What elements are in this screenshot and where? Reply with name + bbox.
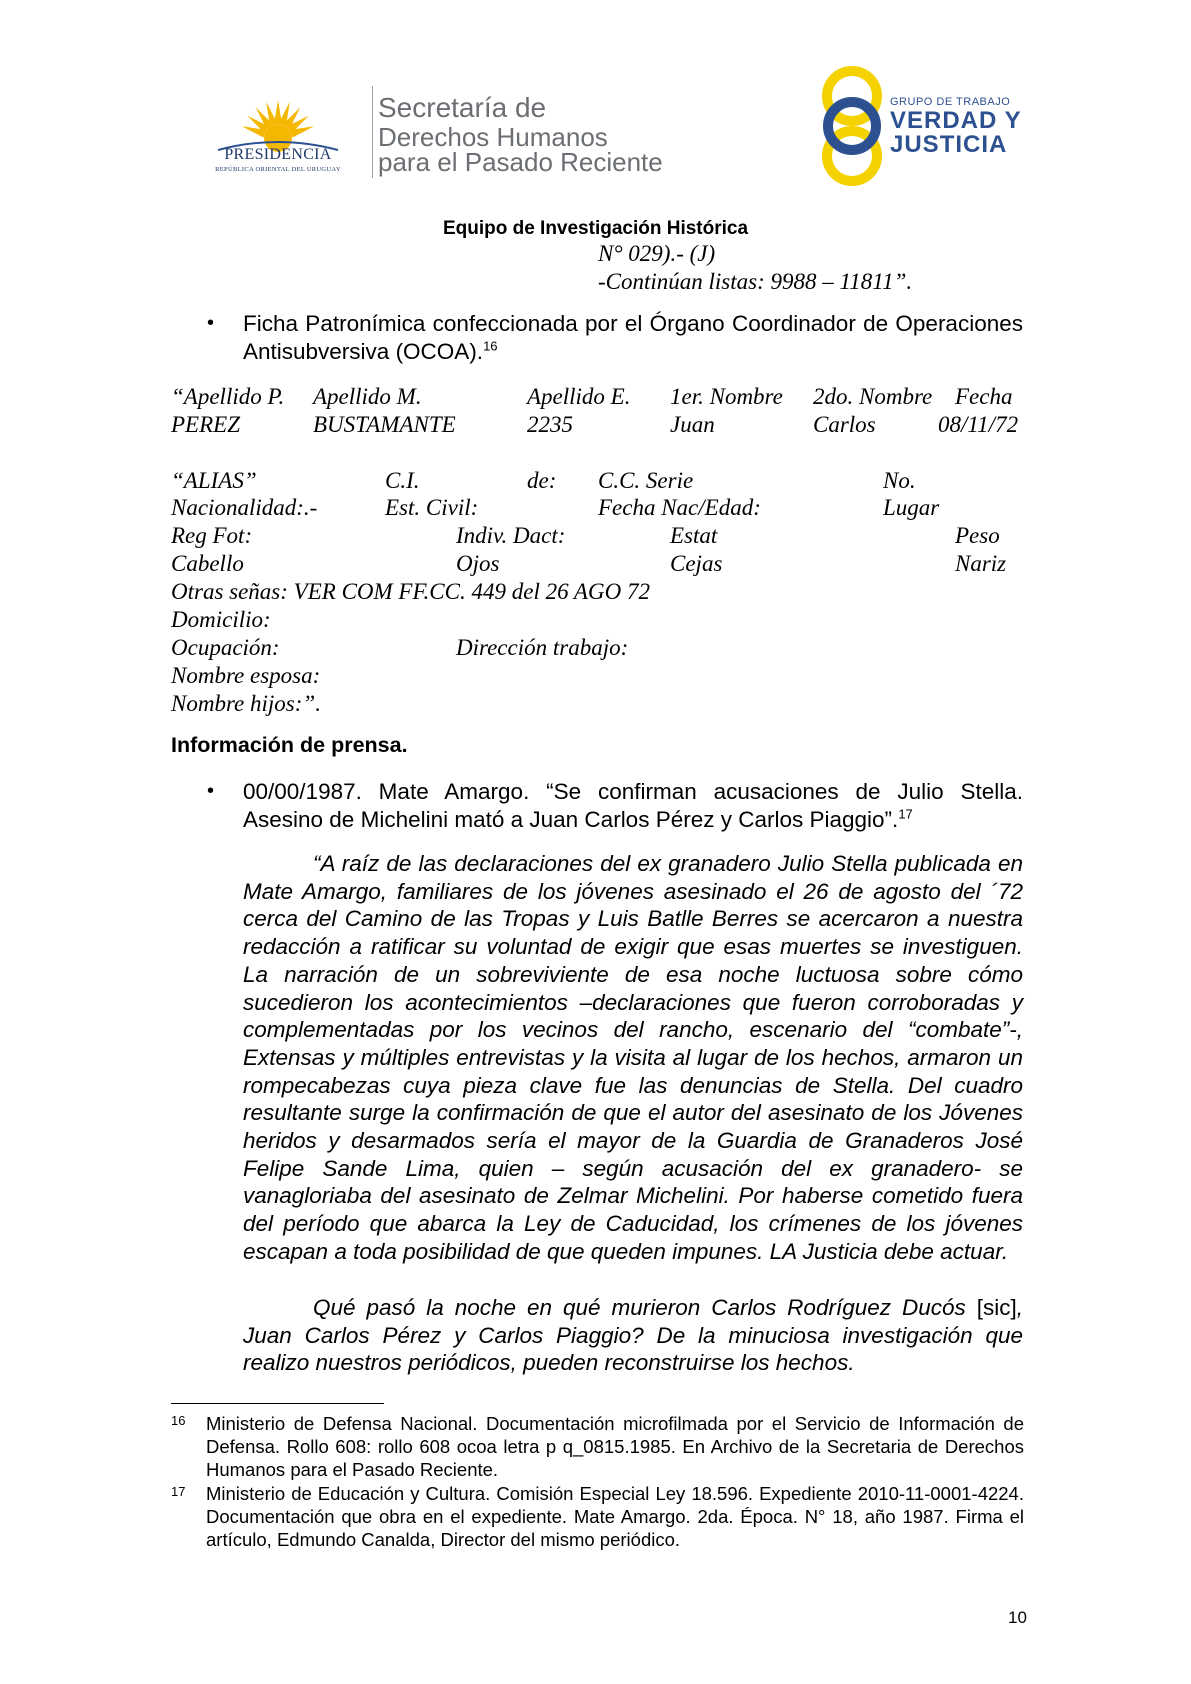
quote-paragraph-1: “A raíz de las declaraciones del ex granadero Julio Stella publicada en Mate Amargo, familiares de los jóvenes asesinado el 26 de agosto del ´72 cerca del Camino de las Tropas y Luis Batlle Berres se acercaron a nuestra redacción a ratificar su voluntad de exigir que esas muertes se investiguen. La narración de un sobreviviente de esa noche luctuosa sobre cómo sucedieron los acontecimientos –declaraciones que fueron corroboradas y complementadas por los vecinos del rancho, escenario del “combate”-, Extensas y múltiples entrevistas y la visita al lugar de los hechos, armaron un rompecabezas cuya pieza clave fue las denuncias de Stella. Del cuadro resultante surge la confirmación de que el autor del asesinato de los Jóvenes heridos y desarmados sería el mayor de la Guardia de Granaderos José Felipe Sande Lima, quien – según acusación del ex granadero- se vanagloriaba del asesinato de Zelmar Michelini. Por haberse cometido fuera del período que abarca la Ley de Caducidad, los crímenes de los jóvenes escapan a toda posibilidad de que queden impunes. LA Justicia debe actuar.	[243, 851, 1023, 1264]
ficha-ocupacion: Ocupación:	[171, 635, 280, 660]
ficha-lugar: Lugar	[883, 495, 940, 520]
team-title: Equipo de Investigación Histórica	[442, 218, 749, 239]
ficha-nariz: Nariz	[955, 551, 1007, 576]
ficha-fecha-nac: Fecha Nac/Edad:	[598, 495, 761, 520]
footnote-17-number: 17	[171, 1484, 186, 1499]
ficha-indiv-dact: Indiv. Dact:	[456, 523, 566, 548]
quote-p2-before: Qué pasó la noche en qué murieron Carlos Rodríguez Ducós	[313, 1295, 966, 1320]
secretaria-line-1: Secretaría de	[378, 92, 547, 123]
ficha-ojos: Ojos	[456, 551, 500, 576]
ficha-carlos: Carlos	[813, 412, 876, 437]
justicia-label: JUSTICIA	[890, 131, 1008, 158]
ficha-domicilio: Domicilio:	[171, 607, 271, 632]
verdad-justicia-rings-logo	[812, 62, 892, 190]
ficha-bustamante: BUSTAMANTE	[313, 412, 456, 437]
grupo-trabajo-label: GRUPO DE TRABAJO	[890, 96, 1011, 108]
header-divider	[372, 86, 373, 178]
ficha-2235: 2235	[527, 412, 573, 437]
ficha-cc-serie: C.C. Serie	[598, 468, 694, 493]
ficha-perez: PEREZ	[171, 412, 240, 437]
ficha-est-civil: Est. Civil:	[385, 495, 479, 520]
quote-p2-after: , Juan Carlos Pérez y Carlos Piaggio? De la minuciosa investigación que realizo nuestros periódicos, pueden reconstruirse los hechos.	[243, 1295, 1023, 1376]
footnote-17-text: Ministerio de Educación y Cultura. Comisión Especial Ley 18.596. Expediente 2010-11-0001-4224. Documentación que obra en el expediente. Mate Amargo. 2da. Época. N° 18, año 1987. Firma el artículo, Edmundo Canalda, Director del mismo periódico.	[206, 1483, 1024, 1550]
ficha-fecha: Fecha	[955, 384, 1013, 409]
continuation-line-1: N° 029).- (J)	[598, 241, 716, 266]
ficha-peso: Peso	[955, 523, 1000, 548]
footnote-ref-17: 17	[898, 806, 913, 822]
bullet-marker: •	[207, 312, 215, 334]
ficha-apellido-p: “Apellido P.	[171, 384, 285, 409]
ficha-no: No.	[883, 468, 916, 493]
footnote-ref-16: 16	[483, 338, 498, 354]
ficha-2do-nombre: 2do. Nombre	[813, 384, 933, 409]
prensa-heading: Información de prensa.	[171, 733, 408, 757]
ficha-ci: C.I.	[385, 468, 420, 493]
secretaria-line-3: para el Pasado Reciente	[378, 147, 663, 177]
sic-marker: [sic]	[976, 1295, 1017, 1320]
ficha-bullet	[243, 310, 1023, 366]
footnote-16-number: 16	[171, 1413, 186, 1428]
presidencia-subtitle: REPÚBLICA ORIENTAL DEL URUGUAY	[215, 166, 341, 173]
ficha-date: 08/11/72	[938, 412, 1019, 437]
secretaria-line-2: Derechos Humanos	[378, 122, 608, 152]
footnote-16-text: Ministerio de Defensa Nacional. Documentación microfilmada por el Servicio de Información de Defensa. Rollo 608: rollo 608 ocoa letra p q_0815.1985. En Archivo de la Secretaria de Derechos Humanos para el Pasado Reciente.	[206, 1413, 1024, 1480]
continuation-line-2: -Continúan listas: 9988 – 11811”.	[598, 269, 913, 294]
footnote-separator	[171, 1403, 384, 1404]
presidencia-name: PRESIDENCIA	[224, 146, 332, 163]
quote-paragraph-2	[243, 1294, 1023, 1377]
ficha-nombre-hijos: Nombre hijos:”.	[171, 691, 321, 716]
ficha-direccion-trabajo: Dirección trabajo:	[456, 635, 629, 660]
ficha-nombre-esposa: Nombre esposa:	[171, 663, 321, 688]
ficha-reg-fot: Reg Fot:	[171, 523, 253, 548]
mate-amargo-bullet	[243, 778, 1023, 834]
ficha-alias: “ALIAS”	[171, 468, 257, 493]
ficha-bullet-text: Ficha Patronímica confeccionada por el Órgano Coordinador de Operaciones Antisubversiva (OCOA).	[243, 311, 1023, 364]
ficha-otras-senas: Otras señas: VER COM FF.CC. 449 del 26 AGO 72	[171, 579, 650, 604]
bullet-marker: •	[207, 780, 215, 802]
ficha-cabello: Cabello	[171, 551, 244, 576]
ficha-nacionalidad: Nacionalidad:.-	[171, 495, 318, 520]
ficha-cejas: Cejas	[670, 551, 723, 576]
ficha-1er-nombre: 1er. Nombre	[670, 384, 783, 409]
page-number: 10	[1008, 1608, 1027, 1627]
ficha-juan: Juan	[670, 412, 715, 437]
ficha-apellido-m: Apellido M.	[313, 384, 422, 409]
verdad-label: VERDAD Y	[890, 107, 1022, 134]
ficha-apellido-e: Apellido E.	[527, 384, 631, 409]
mate-amargo-bullet-text: 00/00/1987. Mate Amargo. “Se confirman acusaciones de Julio Stella. Asesino de Michelini mató a Juan Carlos Pérez y Carlos Piaggio”.	[243, 779, 1023, 832]
ficha-de: de:	[527, 468, 557, 493]
ficha-estat: Estat	[670, 523, 718, 548]
